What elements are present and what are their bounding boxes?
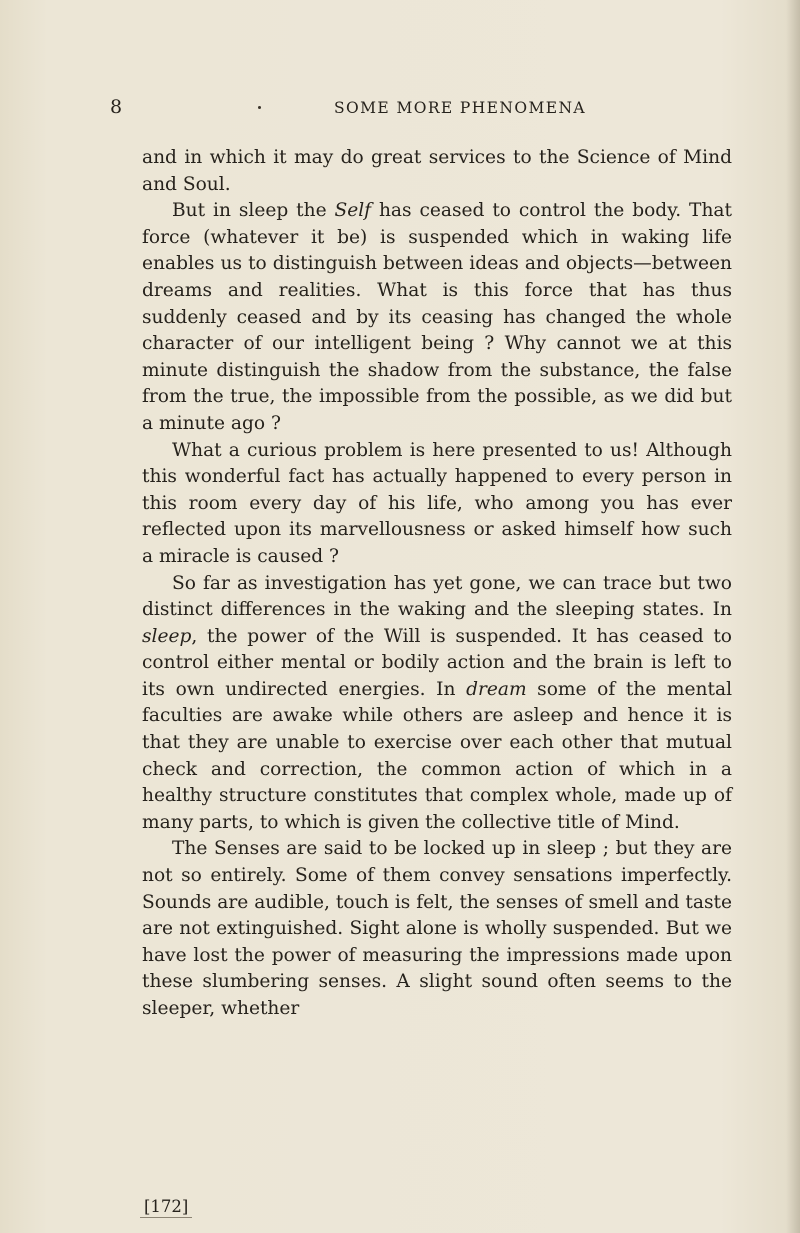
page-edge-shadow	[786, 0, 800, 1233]
paragraph-2-part-a: But in sleep the	[172, 200, 335, 222]
paragraph-2-part-b: has ceased to control the body. That force (whatever it be) is suspended which in waking life enables us to distinguish between ideas and objects—between dreams and realities. What is this force that has thus suddenly ceased and by its ceasing has changed the whole character of our intelligent being ? Why cannot we at this minute distinguish the shadow from the substance, the false from the true, the impossible from the possible, as we did but a minute ago ?	[142, 200, 732, 434]
paragraph-2-self-italic: Self	[334, 200, 372, 222]
body-text	[142, 145, 732, 1023]
running-head: SOME MORE PHENOMENA	[334, 99, 587, 117]
paragraph-1: and in which it may do great services to the Science of Mind and Soul.	[142, 147, 732, 195]
page-header	[110, 96, 730, 120]
paragraph-4-part-a: So far as investigation has yet gone, we can trace but two distinct differences in the waking and the sleeping states. In	[142, 572, 732, 621]
header-dot	[258, 106, 261, 109]
paragraph-4-part-b: , the power of the Will is suspended. It has ceased to control either mental or bodily action and the brain is left to its own undirected energies. In	[142, 625, 732, 700]
paragraph-4-dream-italic: dream	[466, 678, 527, 700]
folio-number: [172]	[140, 1197, 192, 1218]
paragraph-4-sleep-italic: sleep	[142, 625, 192, 647]
paragraph-4-part-c: some of the mental faculties are awake while others are asleep and hence it is that they are unable to exercise over each other that mutual check and correction, the common action of which in a healthy structure constitutes that complex whole, made up of many parts, to which is given the collective title of Mind.	[142, 678, 733, 833]
page-number: 8	[110, 96, 123, 118]
paragraph-4	[142, 571, 732, 837]
paragraph-5: The Senses are said to be locked up in sleep ; but they are not so entirely. Some of them convey sensations imperfectly. Sounds are audible, touch is felt, the senses of smell and taste are not extinguished. Sight alone is wholly suspended. But we have lost the power of measuring the impressions made upon these slumbering senses. A slight sound often seems to the sleeper, whether	[142, 838, 732, 1019]
paragraph-3: What a curious problem is here presented to us! Although this wonderful fact has actually happened to every person in this room every day of his life, who among you has ever reflected upon its marvellousness or asked himself how such a miracle is caused ?	[142, 439, 732, 567]
paragraph-2	[142, 198, 732, 437]
